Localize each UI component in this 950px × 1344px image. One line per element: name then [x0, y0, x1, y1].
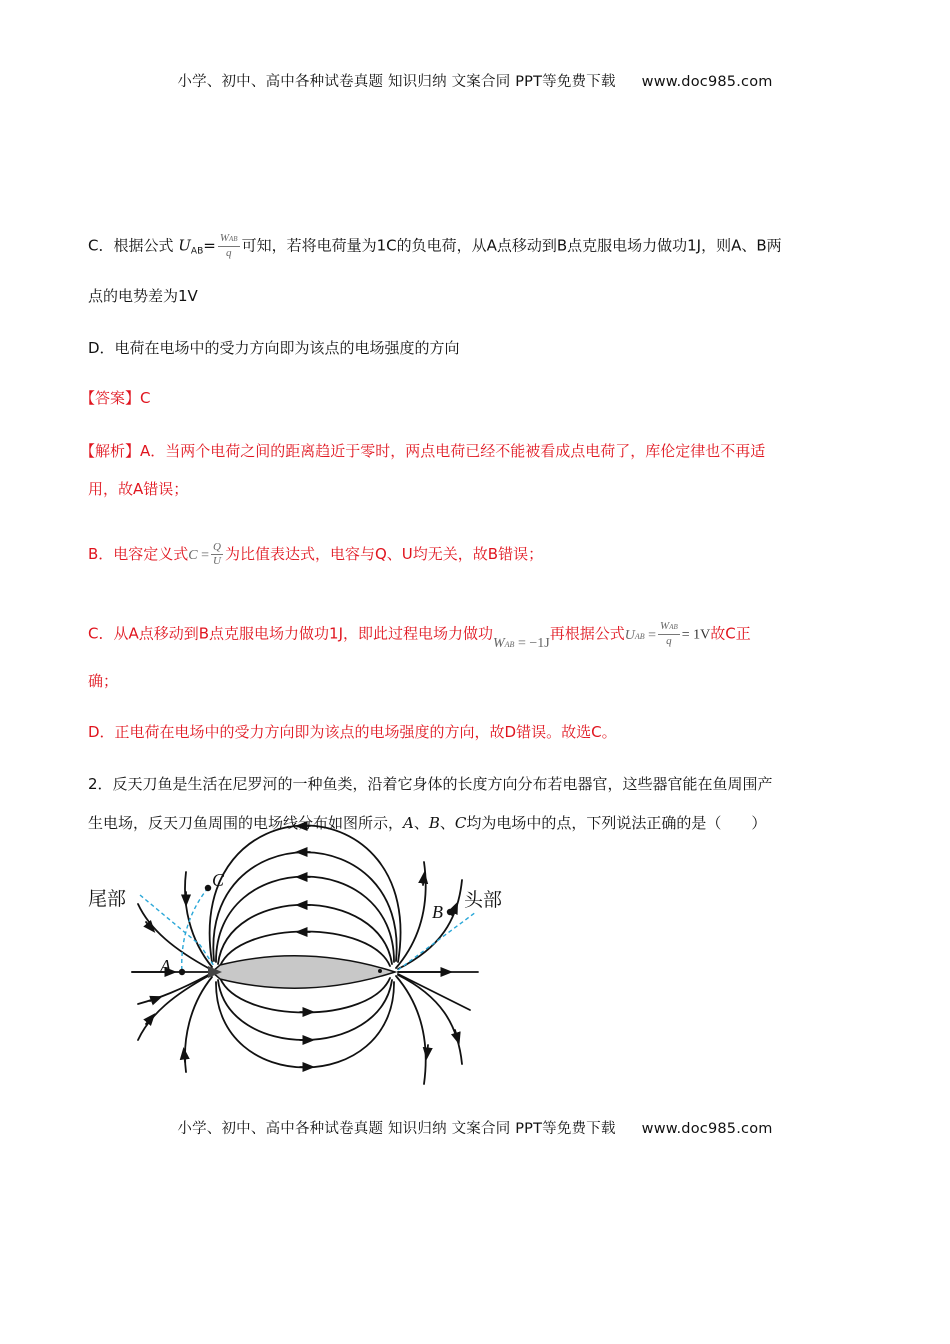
footer-site: www.doc985.com: [641, 1121, 773, 1137]
capacitance-formula: C =: [188, 548, 210, 563]
analysis-a-line1: 【解析】A．当两个电荷之间的距离趋近于零时，两点电荷已经不能被看成点电荷了，库伦定律也不再适: [80, 442, 766, 460]
analysis-c-line2: 确；: [88, 672, 119, 690]
analysis-a-line2: 用，故A错误；: [88, 480, 189, 498]
label-point-b: B: [432, 902, 443, 922]
label-point-a: A: [160, 956, 171, 976]
point-c-dot: [205, 885, 211, 891]
point-b-dot: [447, 909, 453, 915]
field-line-upper-3: [216, 877, 394, 963]
question2-line2: 生电场，反天刀鱼周围的电场线分布如图所示，A、B、C均为电场中的点，下列说法正确的是（ ）: [88, 814, 767, 832]
field-line-lower-3: [216, 982, 394, 1068]
page-footer: [0, 1117, 950, 1138]
analysis-b: B．电容定义式C = $\frac{Q}{U}$ 为比值表达式，电容与Q、U均无关，故B错误；: [88, 541, 544, 567]
analysis-c-line1: C．从A点移动到B点克服电场力做功1J，即此过程电场力做功WAB = −1J再根据公式UAB = $\frac{\text{WAB}}{q}$ = 1V故C正: [88, 620, 751, 651]
field-line-upper-5: [210, 826, 401, 963]
analysis-d: D．正电荷在电场中的受力方向即为该点的电场强度的方向，故D错误。故选C。: [88, 723, 617, 741]
label-tail: 尾部: [88, 889, 127, 910]
fish-body: [212, 956, 395, 989]
field-line-lower-2: [218, 980, 392, 1040]
option-c-line1: C．根据公式 $U_{AB}=$ $\frac{\text{WAB}}{q}$ 可知，若将电荷量为1C的负电荷，从A点移动到B点克服电场力做功1J，则A、B两: [88, 232, 782, 259]
field-line-tail-up-2: [138, 904, 210, 969]
field-line-head-down-1: [396, 976, 426, 1084]
fraction-w-over-q: $\frac{\text{WAB}}{q}$: [219, 232, 238, 259]
field-line-tail-down-3: [138, 974, 210, 1004]
field-line-upper-2: [218, 905, 392, 964]
work-formula: WAB = −1J: [493, 635, 550, 651]
label-point-c: C: [212, 870, 225, 890]
header-site: www.doc985.com: [641, 74, 773, 90]
field-line-head-down-3: [398, 974, 470, 1010]
field-line-head-down-2: [398, 975, 462, 1064]
fish-eye: [378, 969, 382, 973]
question2-line1: 2．反天刀鱼是生活在尼罗河的一种鱼类，沿着它身体的长度方向分布若电器官，这些器官能在鱼周围产: [88, 775, 773, 793]
field-line-tail-down-2: [138, 975, 210, 1040]
field-line-tail-down-1: [185, 977, 212, 1072]
footer-text: 小学、初中、高中各种试卷真题 知识归纳 文案合同 PPT等免费下载: [177, 1121, 616, 1137]
header-text: 小学、初中、高中各种试卷真题 知识归纳 文案合同 PPT等免费下载: [177, 74, 616, 90]
voltage-formula: UAB =: [624, 627, 657, 643]
field-lines: [132, 826, 478, 1085]
label-head: 头部: [464, 890, 503, 911]
option-c-line2: 点的电势差为1V: [88, 287, 198, 305]
point-a-dot: [179, 969, 185, 975]
option-d: D．电荷在电场中的受力方向即为该点的电场强度的方向: [88, 339, 460, 357]
field-line-head-up-2: [398, 880, 462, 969]
answer: 【答案】C: [80, 389, 151, 407]
